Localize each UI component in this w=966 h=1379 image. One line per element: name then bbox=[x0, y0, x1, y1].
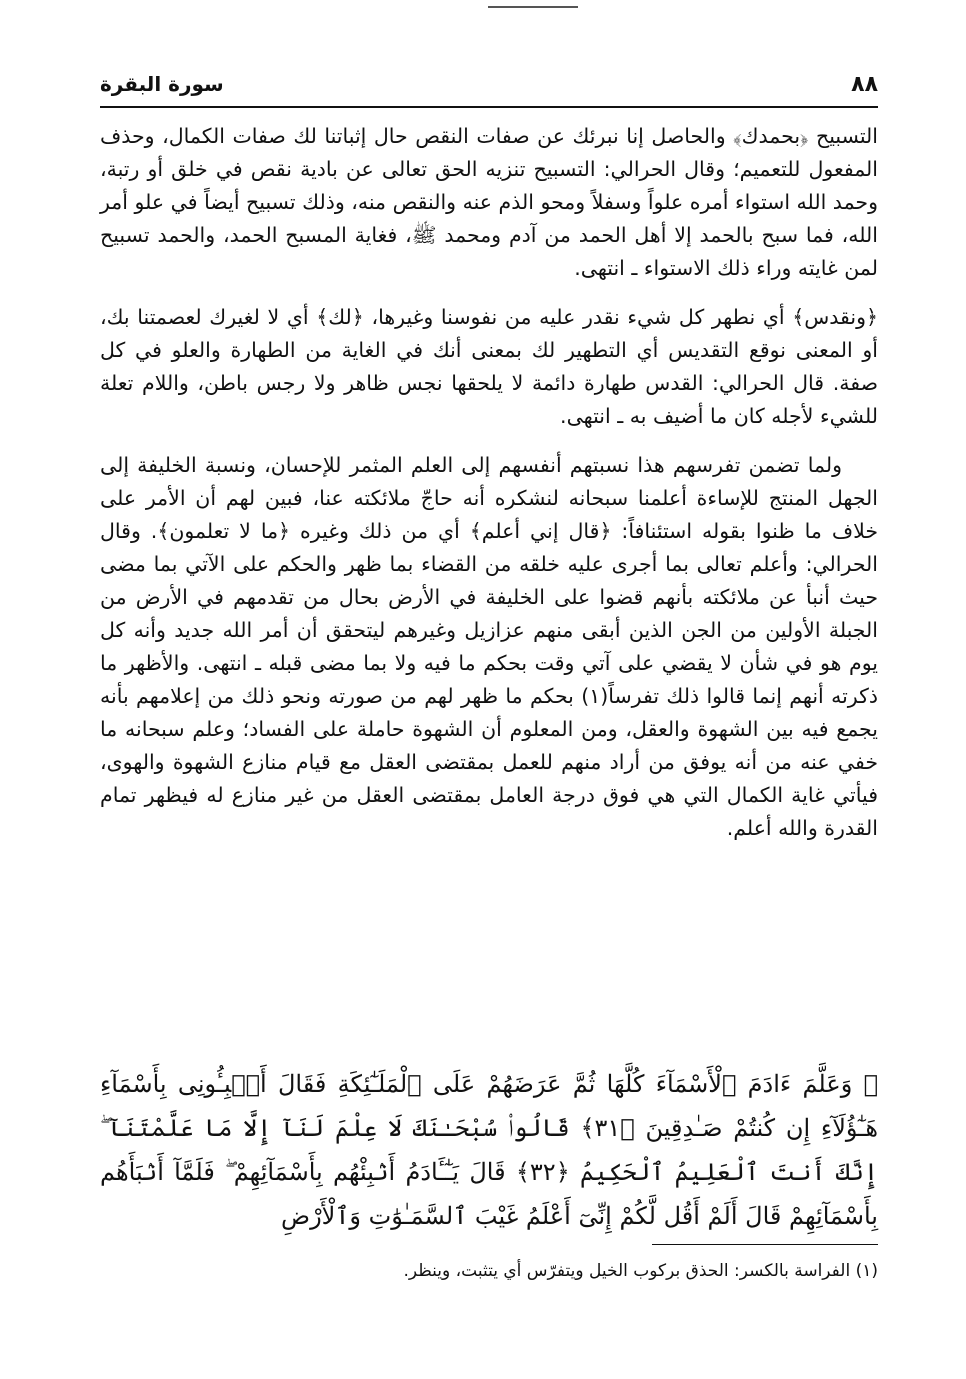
paragraph: التسبيح ﴿بحمدك﴾ والحاصل إنا نبرئك عن صفات النقص حال إثباتنا لك صفات الكمال، وحذف المفعول للتعميم؛ وقال الحرالي: التسبيح تنزيه الحق تعالى عن بادية نقص في خلق أو رتبة، وحمد الله استواء أمره علواً وسفلاً ومحو الذم عنه والنقص منه، وذلك تسبيح أيضاً في علو أمر الله، فما سبح بالحمد إلا أهل الحمد من آدم ومحمد ﷺ، فغاية المسبح الحمد، والحمد تسبيح لمن غايته وراء ذلك الاستواء ـ انتهى. bbox=[100, 124, 878, 280]
running-title: سورة البقرة bbox=[100, 72, 224, 96]
footnote: (١) الفراسة بالكسر: الحذق بركوب الخيل ويتفرّس أي يتثبت، وينظر. bbox=[403, 1261, 878, 1281]
footnote-divider bbox=[652, 1244, 878, 1245]
header-divider bbox=[100, 106, 878, 108]
paragraph: ولما تضمن تفرسهم هذا نسبتهم أنفسهم إلى العلم المثمر للإحسان، ونسبة الخليفة إلى الجهل المنتج للإساءة أعلمنا سبحانه لنشكره أنه حاجّ ملائكته عنا، فبين لهم أن الأمر على خلاف ما ظنوا بقوله استئنافاً: ﴿قال إني أعلم﴾ أي من ذلك وغيره ﴿ما لا تعلمون﴾. وقال الحرالي: وأعلم تعالى بما أجرى عليه خلقه من القضاء بما ظهر والحكم على الآتي بما مضى حيث أنبأ عن ملائكته بأنهم قضوا على الخليفة في الأرض بحال من تقدمهم في الأرض من الجبلة الأولين من الجن الذين أبقى منهم عزازيل وغيرهم ليتحقق أن أمر الله جديد وأنه كل يوم هو في شأن لا يقضي على آتي وقت بحكم ما فيه ولا بما مضى قبله ـ انتهى. والأظهر ما ذكرته أنهم إنما قالوا ذلك تفرساً(١) بحكم ما ظهر لهم من صورته ونحو ذلك من إعلامهم بأنه يجمع فيه بين الشهوة والعقل، ومن المعلوم أن الشهوة حاملة على الفساد؛ وعلم سبحانه ما خفي عنه من أنه يوفق من أراد منهم للعمل بمقتضى العقل مع قيام منازع الشهوة والهوى، فيأتي غاية الكمال التي هي فوق درجة العامل بمقتضى العقل من غير منازع له فيظهر تمام القدرة والله أعلم. bbox=[100, 453, 878, 840]
page-number: ٨٨ bbox=[851, 72, 878, 97]
paragraph: ﴿ونقدس﴾ أي نطهر كل شيء نقدر عليه من نفوسنا وغيرها، ﴿لك﴾ أي لا لغيرك لعصمتنا بك، أو المعنى نوقع التقديس أي التطهير لك بمعنى أنك في الغاية من الطهارة والعلو في كل صفة. قال الحرالي: القدس طهارة دائمة لا يلحقها نجس ظاهر ولا رجس باطن، واللام تعلة للشيء لأجله كان ما أضيف به ـ انتهى. bbox=[100, 305, 878, 428]
page-header bbox=[100, 70, 878, 100]
top-rule bbox=[488, 6, 578, 8]
quran-verses: ﴿ وَعَلَّمَ ءَادَمَ ٱلْأَسْمَآءَ كُلَّهَا ثُمَّ عَرَضَهُمْ عَلَى ٱلْمَلَـٰٓئِكَةِ فَقَالَ أَنۢبِـُٔونِى بِأَسْمَآءِ هَـٰٓؤُلَآءِ إِن كُنتُمْ صَـٰدِقِينَ ﴿٣١﴾ قَالُوا۟ سُبْحَـٰنَكَ لَا عِلْمَ لَنَآ إِلَّا مَا عَلَّمْتَنَآ ۖ إِنَّكَ أَنتَ ٱلْعَلِيمُ ٱلْحَكِيمُ ﴿٣٢﴾ قَالَ يَـٰٓـَٔادَمُ أَنۢبِئْهُم بِأَسْمَآئِهِمْ ۖ فَلَمَّآ أَنۢبَأَهُم بِأَسْمَآئِهِمْ قَالَ أَلَمْ أَقُل لَّكُمْ إِنِّىٓ أَعْلَمُ غَيْبَ ٱلسَّمَـٰوَٰتِ وَٱلْأَرْضِ bbox=[100, 1070, 879, 1230]
commentary-body bbox=[100, 120, 878, 861]
